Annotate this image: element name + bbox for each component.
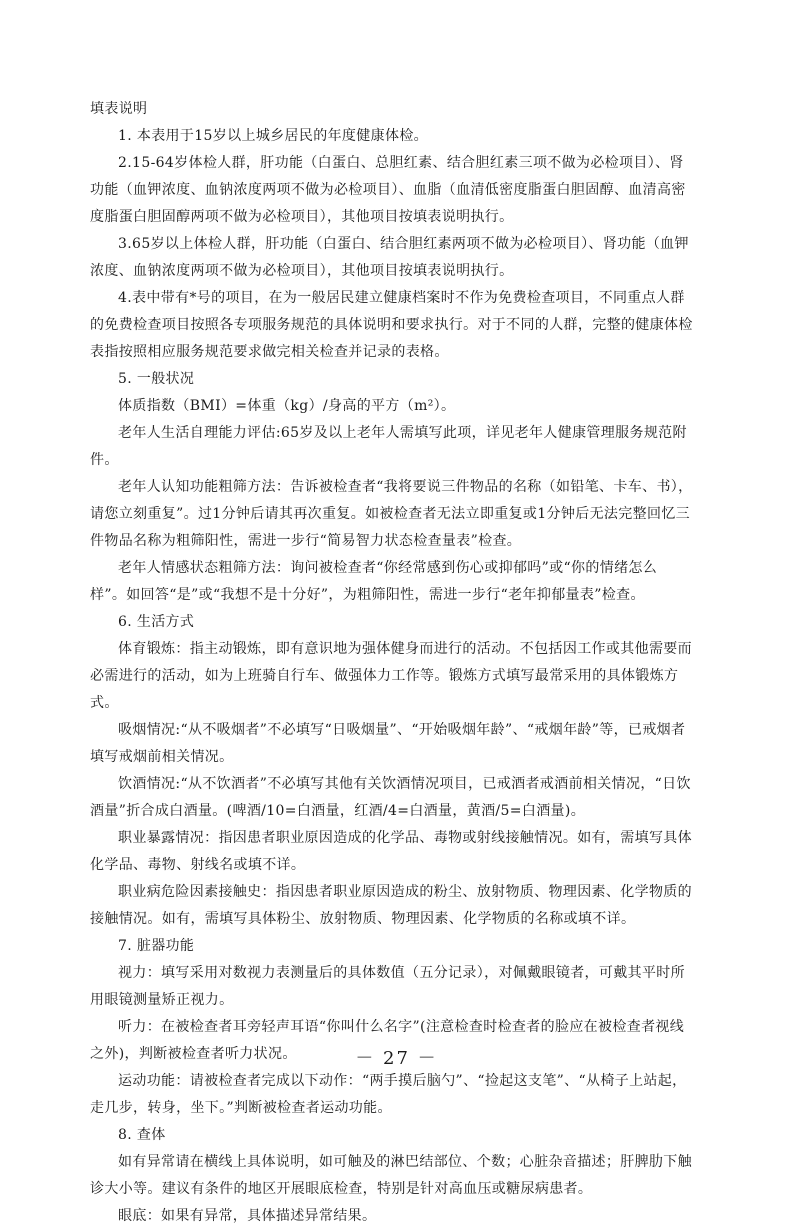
heading-general-status: 5. 一般状况 xyxy=(118,371,195,387)
section-title: 填表说明 xyxy=(90,101,148,117)
heading-organ-function: 7. 脏器功能 xyxy=(118,938,195,954)
heading-lifestyle: 6. 生活方式 xyxy=(118,614,195,630)
paragraph-1: 1. 本表用于15岁以上城乡居民的年度健康体检。 xyxy=(118,128,429,144)
paragraph-4: 4.表中带有*号的项目，在为一般居民建立健康档案时不作为免费检查项目，不同重点人群的免费检查项目按照各专项服务规范的具体说明和要求执行。对于不同的人群，完整的健康体检表指按照相应服务规范要求做完相关检查并记录的表格。 xyxy=(90,290,693,360)
paragraph-vision: 视力：填写采用对数视力表测量后的具体数值（五分记录），对佩戴眼镜者，可戴其平时所用眼镜测量矫正视力。 xyxy=(90,965,685,1008)
heading-physical-exam: 8. 查体 xyxy=(118,1127,166,1143)
paragraph-cognitive: 老年人认知功能粗筛方法：告诉被检查者“我将要说三件物品的名称（如铅笔、卡车、书），请您立刻重复”。过1分钟后请其再次重复。如被检查者无法立即重复或1分钟后无法完整回忆三件物品名称为粗筛阳性，需进一步行“简易智力状态检查量表”检查。 xyxy=(90,479,693,549)
paragraph-fundus: 眼底：如果有异常，具体描述异常结果。 xyxy=(118,1208,377,1224)
paragraph-self-care: 老年人生活自理能力评估:65岁及以上老年人需填写此项，详见老年人健康管理服务规范附件。 xyxy=(90,425,687,468)
paragraph-2: 2.15-64岁体检人群，肝功能（白蛋白、总胆红素、结合胆红素三项不做为必检项目）、肾功能（血钾浓度、血钠浓度两项不做为必检项目）、血脂（血清低密度脂蛋白胆固醇、血清高密度脂蛋白胆固醇两项不做为必检项目），其他项目按填表说明执行。 xyxy=(90,155,686,225)
paragraph-drinking: 饮酒情况:“从不饮酒者”不必填写其他有关饮酒情况项目，已戒酒者戒酒前相关情况，“日饮酒量”折合成白酒量。(啤酒/10=白酒量，红酒/4=白酒量，黄酒/5=白酒量)。 xyxy=(90,776,691,819)
paragraph-occupational-exposure: 职业暴露情况：指因患者职业原因造成的化学品、毒物或射线接触情况。如有，需填写具体化学品、毒物、射线名或填不详。 xyxy=(90,830,692,873)
paragraph-bmi: 体质指数（BMI）=体重（kg）/身高的平方（m²）。 xyxy=(118,398,456,414)
paragraph-smoking: 吸烟情况:“从不吸烟者”不必填写“日吸烟量”、“开始吸烟年龄”、“戒烟年龄”等，已戒烟者填写戒烟前相关情况。 xyxy=(90,722,686,765)
paragraph-exam-notes: 如有异常请在横线上具体说明，如可触及的淋巴结部位、个数；心脏杂音描述；肝脾肋下触诊大小等。建议有条件的地区开展眼底检查，特别是针对高血压或糖尿病患者。 xyxy=(90,1154,692,1197)
paragraph-occupational-hazard: 职业病危险因素接触史：指因患者职业原因造成的粉尘、放射物质、物理因素、化学物质的接触情况。如有，需填写具体粉尘、放射物质、物理因素、化学物质的名称或填不详。 xyxy=(90,884,692,927)
paragraph-hearing: 听力：在被检查者耳旁轻声耳语“你叫什么名字”(注意检查时检查者的脸应在被检查者视线之外)，判断被检查者听力状况。 xyxy=(90,1019,685,1062)
paragraph-exercise: 体育锻炼：指主动锻炼，即有意识地为强体健身而进行的活动。不包括因工作或其他需要而必需进行的活动，如为上班骑自行车、做强体力工作等。锻炼方式填写最常采用的具体锻炼方式。 xyxy=(90,641,692,711)
page-number: － 27 － xyxy=(355,1048,438,1069)
paragraph-3: 3.65岁以上体检人群，肝功能（白蛋白、结合胆红素两项不做为必检项目）、肾功能（血钾浓度、血钠浓度两项不做为必检项目），其他项目按填表说明执行。 xyxy=(90,236,689,279)
paragraph-motor: 运动功能：请被检查者完成以下动作：“两手摸后脑勺”、“捡起这支笔”、“从椅子上站起，走几步，转身，坐下。”判断被检查者运动功能。 xyxy=(90,1073,687,1116)
paragraph-emotional: 老年人情感状态粗筛方法：询问被检查者“你经常感到伤心或抑郁吗”或“你的情绪怎么样”。如回答“是”或“我想不是十分好”，为粗筛阳性，需进一步行“老年抑郁量表”检查。 xyxy=(90,560,658,603)
